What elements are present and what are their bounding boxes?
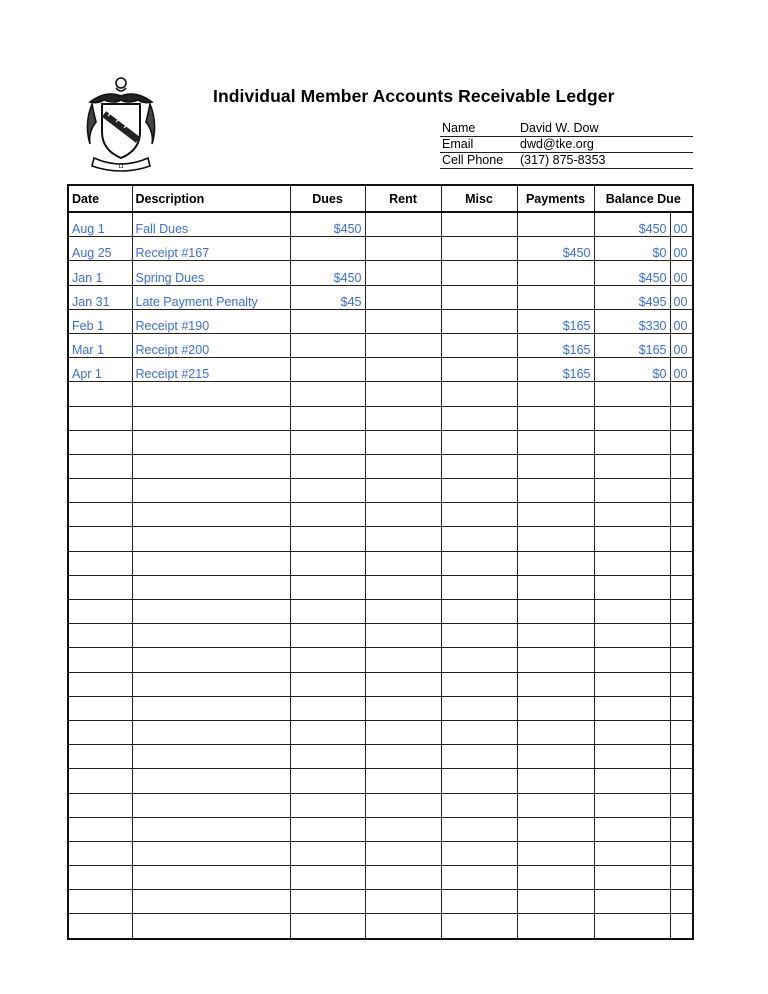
entry-payments-empty[interactable]	[517, 793, 594, 817]
entry-date[interactable]: Aug 1	[68, 212, 132, 237]
entry-misc[interactable]	[441, 237, 517, 261]
entry-balance-empty[interactable]	[594, 406, 670, 430]
member-email-row	[440, 137, 693, 153]
entry-description-empty[interactable]	[132, 648, 290, 672]
entry-balance[interactable]: $165	[594, 333, 670, 357]
ledger-empty-row	[68, 527, 693, 551]
entry-dues-empty[interactable]	[290, 600, 365, 624]
entry-rent-empty[interactable]	[365, 551, 441, 575]
entry-payments-empty[interactable]	[517, 575, 594, 599]
entry-balance-empty[interactable]	[594, 454, 670, 478]
entry-rent[interactable]	[365, 212, 441, 237]
entry-description[interactable]: Receipt #167	[132, 237, 290, 261]
entry-dues-empty[interactable]	[290, 793, 365, 817]
col-header-description: Description	[132, 185, 290, 212]
entry-balance-cents-empty[interactable]	[670, 817, 693, 841]
entry-balance-empty[interactable]	[594, 817, 670, 841]
entry-description[interactable]: Spring Dues	[132, 261, 290, 285]
entry-rent-empty[interactable]	[365, 624, 441, 648]
entry-description-empty[interactable]	[132, 479, 290, 503]
entry-payments-empty[interactable]	[517, 503, 594, 527]
entry-date-empty[interactable]	[68, 866, 132, 890]
entry-dues-empty[interactable]	[290, 817, 365, 841]
entry-misc[interactable]	[441, 358, 517, 382]
entry-balance-empty[interactable]	[594, 914, 670, 939]
entry-misc[interactable]	[441, 285, 517, 309]
entry-dues-empty[interactable]	[290, 430, 365, 454]
entry-date-empty[interactable]	[68, 454, 132, 478]
ledger-empty-row	[68, 720, 693, 744]
entry-rent[interactable]	[365, 261, 441, 285]
entry-misc-empty[interactable]	[441, 914, 517, 939]
entry-date-empty[interactable]	[68, 527, 132, 551]
page-title: Individual Member Accounts Receivable Ledger	[213, 86, 615, 106]
entry-description-empty[interactable]	[132, 866, 290, 890]
ledger-empty-row	[68, 430, 693, 454]
ledger-empty-row	[68, 696, 693, 720]
entry-balance-cents-empty[interactable]	[670, 575, 693, 599]
entry-date-empty[interactable]	[68, 745, 132, 769]
entry-date-empty[interactable]	[68, 382, 132, 406]
entry-balance-cents-empty[interactable]	[670, 672, 693, 696]
entry-payments-empty[interactable]	[517, 479, 594, 503]
entry-balance-cents-empty[interactable]	[670, 551, 693, 575]
entry-rent-empty[interactable]	[365, 575, 441, 599]
entry-rent[interactable]	[365, 358, 441, 382]
entry-rent-empty[interactable]	[365, 793, 441, 817]
entry-rent-empty[interactable]	[365, 890, 441, 914]
entry-description-empty[interactable]	[132, 406, 290, 430]
entry-rent-empty[interactable]	[365, 406, 441, 430]
entry-date-empty[interactable]	[68, 406, 132, 430]
entry-dues[interactable]	[290, 309, 365, 333]
member-info	[440, 121, 693, 169]
entry-description-empty[interactable]	[132, 696, 290, 720]
entry-description-empty[interactable]	[132, 551, 290, 575]
entry-misc-empty[interactable]	[441, 672, 517, 696]
entry-description-empty[interactable]	[132, 793, 290, 817]
entry-misc-empty[interactable]	[441, 479, 517, 503]
entry-balance[interactable]: $0	[594, 358, 670, 382]
entry-payments-empty[interactable]	[517, 382, 594, 406]
entry-dues-empty[interactable]	[290, 527, 365, 551]
entry-balance-cents-empty[interactable]	[670, 624, 693, 648]
ledger-empty-row	[68, 575, 693, 599]
entry-date-empty[interactable]	[68, 914, 132, 939]
ledger-empty-row	[68, 866, 693, 890]
entry-date[interactable]: Jan 31	[68, 285, 132, 309]
entry-misc-empty[interactable]	[441, 503, 517, 527]
entry-misc[interactable]	[441, 261, 517, 285]
entry-dues-empty[interactable]	[290, 382, 365, 406]
svg-text:Ω: Ω	[118, 163, 124, 170]
entry-dues-empty[interactable]	[290, 769, 365, 793]
ledger-empty-row	[68, 551, 693, 575]
entry-dues-empty[interactable]	[290, 720, 365, 744]
ledger-empty-row	[68, 672, 693, 696]
ledger-empty-row	[68, 914, 693, 939]
entry-rent[interactable]	[365, 285, 441, 309]
ledger-empty-row	[68, 648, 693, 672]
entry-date-empty[interactable]	[68, 551, 132, 575]
entry-balance-cents[interactable]: 00	[670, 237, 693, 261]
entry-description[interactable]: Fall Dues	[132, 212, 290, 237]
ledger-empty-row	[68, 769, 693, 793]
entry-description-empty[interactable]	[132, 890, 290, 914]
entry-description[interactable]: Receipt #190	[132, 309, 290, 333]
ledger-row	[68, 285, 693, 309]
entry-payments-empty[interactable]	[517, 841, 594, 865]
entry-description-empty[interactable]	[132, 503, 290, 527]
ledger-row	[68, 237, 693, 261]
entry-balance-cents-empty[interactable]	[670, 696, 693, 720]
ledger-empty-row	[68, 890, 693, 914]
entry-payments-empty[interactable]	[517, 454, 594, 478]
entry-rent[interactable]	[365, 309, 441, 333]
ledger-row	[68, 309, 693, 333]
entry-payments-empty[interactable]	[517, 624, 594, 648]
entry-date[interactable]: Mar 1	[68, 333, 132, 357]
entry-description-empty[interactable]	[132, 624, 290, 648]
entry-balance-cents[interactable]: 00	[670, 358, 693, 382]
entry-balance-cents-empty[interactable]	[670, 914, 693, 939]
entry-balance-cents-empty[interactable]	[670, 793, 693, 817]
col-header-rent: Rent	[365, 185, 441, 212]
entry-misc[interactable]	[441, 212, 517, 237]
entry-description-empty[interactable]	[132, 817, 290, 841]
ledger-empty-row	[68, 745, 693, 769]
entry-balance-cents[interactable]: 00	[670, 212, 693, 237]
entry-dues-empty[interactable]	[290, 890, 365, 914]
entry-description-empty[interactable]	[132, 527, 290, 551]
entry-rent-empty[interactable]	[365, 503, 441, 527]
entry-dues-empty[interactable]	[290, 866, 365, 890]
entry-misc-empty[interactable]	[441, 841, 517, 865]
entry-balance-cents-empty[interactable]	[670, 866, 693, 890]
ledger-empty-row	[68, 624, 693, 648]
entry-payments-empty[interactable]	[517, 769, 594, 793]
phone-value: (317) 875-8353	[520, 153, 606, 167]
entry-description-empty[interactable]	[132, 841, 290, 865]
entry-description-empty[interactable]	[132, 745, 290, 769]
entry-misc-empty[interactable]	[441, 866, 517, 890]
entry-date-empty[interactable]	[68, 696, 132, 720]
entry-payments-empty[interactable]	[517, 600, 594, 624]
entry-rent-empty[interactable]	[365, 769, 441, 793]
entry-balance-cents-empty[interactable]	[670, 382, 693, 406]
entry-balance[interactable]: $495	[594, 285, 670, 309]
ledger-empty-row	[68, 406, 693, 430]
entry-payments-empty[interactable]	[517, 551, 594, 575]
entry-misc-empty[interactable]	[441, 624, 517, 648]
entry-payments[interactable]: $165	[517, 358, 594, 382]
entry-description-empty[interactable]	[132, 600, 290, 624]
entry-date-empty[interactable]	[68, 479, 132, 503]
entry-rent-empty[interactable]	[365, 600, 441, 624]
entry-payments[interactable]: $165	[517, 309, 594, 333]
entry-balance-empty[interactable]	[594, 696, 670, 720]
entry-dues-empty[interactable]	[290, 479, 365, 503]
name-value: David W. Dow	[520, 121, 599, 135]
entry-date-empty[interactable]	[68, 624, 132, 648]
ledger-empty-row	[68, 600, 693, 624]
entry-dues-empty[interactable]	[290, 745, 365, 769]
entry-dues-empty[interactable]	[290, 503, 365, 527]
entry-dues[interactable]: $450	[290, 212, 365, 237]
entry-rent-empty[interactable]	[365, 817, 441, 841]
entry-rent-empty[interactable]	[365, 479, 441, 503]
entry-misc-empty[interactable]	[441, 406, 517, 430]
entry-description[interactable]: Receipt #200	[132, 333, 290, 357]
ledger-empty-row	[68, 817, 693, 841]
entry-date-empty[interactable]	[68, 720, 132, 744]
entry-date[interactable]: Feb 1	[68, 309, 132, 333]
entry-balance-empty[interactable]	[594, 672, 670, 696]
ledger-header-row	[68, 185, 693, 212]
entry-dues-empty[interactable]	[290, 551, 365, 575]
entry-balance-cents[interactable]: 00	[670, 333, 693, 357]
email-value: dwd@tke.org	[520, 137, 594, 151]
entry-description-empty[interactable]	[132, 382, 290, 406]
entry-balance-cents-empty[interactable]	[670, 479, 693, 503]
entry-misc-empty[interactable]	[441, 890, 517, 914]
entry-misc-empty[interactable]	[441, 600, 517, 624]
member-phone-row	[440, 153, 693, 169]
phone-label: Cell Phone	[442, 153, 504, 167]
entry-misc-empty[interactable]	[441, 720, 517, 744]
entry-balance-empty[interactable]	[594, 430, 670, 454]
entry-balance-cents-empty[interactable]	[670, 406, 693, 430]
entry-payments-empty[interactable]	[517, 672, 594, 696]
entry-dues-empty[interactable]	[290, 575, 365, 599]
entry-balance-empty[interactable]	[594, 866, 670, 890]
col-header-misc: Misc	[441, 185, 517, 212]
entry-balance-empty[interactable]	[594, 745, 670, 769]
entry-balance-cents[interactable]: 00	[670, 285, 693, 309]
entry-balance-empty[interactable]	[594, 841, 670, 865]
ledger-empty-row	[68, 793, 693, 817]
member-name-row	[440, 121, 693, 137]
col-header-balance-due: Balance Due	[594, 185, 693, 212]
entry-balance-cents-empty[interactable]	[670, 745, 693, 769]
entry-dues[interactable]: $450	[290, 261, 365, 285]
entry-rent-empty[interactable]	[365, 745, 441, 769]
entry-balance-empty[interactable]	[594, 503, 670, 527]
entry-date[interactable]: Aug 25	[68, 237, 132, 261]
entry-rent[interactable]	[365, 237, 441, 261]
ledger-row	[68, 212, 693, 237]
entry-payments-empty[interactable]	[517, 817, 594, 841]
entry-description-empty[interactable]	[132, 914, 290, 939]
entry-payments-empty[interactable]	[517, 890, 594, 914]
entry-balance-empty[interactable]	[594, 624, 670, 648]
entry-balance-empty[interactable]	[594, 479, 670, 503]
entry-balance-empty[interactable]	[594, 382, 670, 406]
entry-dues[interactable]: $45	[290, 285, 365, 309]
entry-rent-empty[interactable]	[365, 914, 441, 939]
entry-misc-empty[interactable]	[441, 696, 517, 720]
entry-balance-empty[interactable]	[594, 720, 670, 744]
entry-payments-empty[interactable]	[517, 696, 594, 720]
entry-balance-cents-empty[interactable]	[670, 503, 693, 527]
entry-description[interactable]: Late Payment Penalty	[132, 285, 290, 309]
entry-misc-empty[interactable]	[441, 551, 517, 575]
entry-date-empty[interactable]	[68, 648, 132, 672]
entry-balance-cents-empty[interactable]	[670, 720, 693, 744]
col-header-date: Date	[68, 185, 132, 212]
entry-date-empty[interactable]	[68, 769, 132, 793]
entry-description-empty[interactable]	[132, 720, 290, 744]
entry-dues-empty[interactable]	[290, 841, 365, 865]
entry-payments-empty[interactable]	[517, 648, 594, 672]
entry-rent-empty[interactable]	[365, 430, 441, 454]
entry-balance-cents-empty[interactable]	[670, 769, 693, 793]
entry-date-empty[interactable]	[68, 841, 132, 865]
entry-misc-empty[interactable]	[441, 745, 517, 769]
entry-balance-cents-empty[interactable]	[670, 648, 693, 672]
entry-dues-empty[interactable]	[290, 624, 365, 648]
entry-payments-empty[interactable]	[517, 745, 594, 769]
entry-date-empty[interactable]	[68, 575, 132, 599]
ledger-row	[68, 358, 693, 382]
entry-balance[interactable]: $330	[594, 309, 670, 333]
entry-payments-empty[interactable]	[517, 527, 594, 551]
entry-misc[interactable]	[441, 333, 517, 357]
entry-balance[interactable]: $450	[594, 212, 670, 237]
entry-balance-empty[interactable]	[594, 793, 670, 817]
entry-date-empty[interactable]	[68, 890, 132, 914]
entry-description-empty[interactable]	[132, 672, 290, 696]
entry-description-empty[interactable]	[132, 430, 290, 454]
entry-balance-cents-empty[interactable]	[670, 600, 693, 624]
entry-balance-empty[interactable]	[594, 600, 670, 624]
entry-dues[interactable]	[290, 333, 365, 357]
entry-balance-empty[interactable]	[594, 890, 670, 914]
entry-balance-cents-empty[interactable]	[670, 527, 693, 551]
entry-date-empty[interactable]	[68, 600, 132, 624]
entry-date[interactable]: Jan 1	[68, 261, 132, 285]
entry-dues-empty[interactable]	[290, 454, 365, 478]
entry-dues[interactable]	[290, 358, 365, 382]
entry-rent-empty[interactable]	[365, 841, 441, 865]
entry-balance-cents-empty[interactable]	[670, 890, 693, 914]
email-label: Email	[442, 137, 474, 151]
entry-rent-empty[interactable]	[365, 527, 441, 551]
entry-misc-empty[interactable]	[441, 430, 517, 454]
entry-description-empty[interactable]	[132, 575, 290, 599]
entry-balance[interactable]: $450	[594, 261, 670, 285]
entry-payments[interactable]	[517, 212, 594, 237]
entry-payments[interactable]	[517, 285, 594, 309]
entry-payments-empty[interactable]	[517, 406, 594, 430]
entry-misc-empty[interactable]	[441, 769, 517, 793]
entry-rent-empty[interactable]	[365, 866, 441, 890]
ledger-row	[68, 261, 693, 285]
entry-payments-empty[interactable]	[517, 720, 594, 744]
entry-balance-cents-empty[interactable]	[670, 841, 693, 865]
entry-balance-empty[interactable]	[594, 648, 670, 672]
entry-balance-cents-empty[interactable]	[670, 454, 693, 478]
ledger-body	[68, 212, 693, 939]
entry-balance[interactable]: $0	[594, 237, 670, 261]
col-header-payments: Payments	[517, 185, 594, 212]
ledger-empty-row	[68, 382, 693, 406]
entry-payments[interactable]: $165	[517, 333, 594, 357]
name-label: Name	[442, 121, 476, 135]
entry-rent-empty[interactable]	[365, 454, 441, 478]
entry-dues-empty[interactable]	[290, 696, 365, 720]
entry-misc-empty[interactable]	[441, 817, 517, 841]
entry-dues[interactable]	[290, 237, 365, 261]
ledger-empty-row	[68, 479, 693, 503]
entry-payments-empty[interactable]	[517, 914, 594, 939]
entry-misc-empty[interactable]	[441, 575, 517, 599]
entry-rent-empty[interactable]	[365, 696, 441, 720]
entry-date-empty[interactable]	[68, 430, 132, 454]
entry-balance-cents-empty[interactable]	[670, 430, 693, 454]
entry-misc-empty[interactable]	[441, 793, 517, 817]
entry-date-empty[interactable]	[68, 503, 132, 527]
ledger-empty-row	[68, 841, 693, 865]
entry-dues-empty[interactable]	[290, 648, 365, 672]
entry-description[interactable]: Receipt #215	[132, 358, 290, 382]
entry-misc-empty[interactable]	[441, 454, 517, 478]
entry-misc-empty[interactable]	[441, 648, 517, 672]
entry-balance-empty[interactable]	[594, 551, 670, 575]
entry-misc-empty[interactable]	[441, 527, 517, 551]
entry-date-empty[interactable]	[68, 817, 132, 841]
entry-rent[interactable]	[365, 333, 441, 357]
col-header-dues: Dues	[290, 185, 365, 212]
entry-misc[interactable]	[441, 309, 517, 333]
entry-date[interactable]: Apr 1	[68, 358, 132, 382]
entry-misc-empty[interactable]	[441, 382, 517, 406]
entry-dues-empty[interactable]	[290, 914, 365, 939]
entry-balance-empty[interactable]	[594, 769, 670, 793]
ledger-empty-row	[68, 454, 693, 478]
entry-payments-empty[interactable]	[517, 866, 594, 890]
entry-dues-empty[interactable]	[290, 406, 365, 430]
entry-payments[interactable]	[517, 261, 594, 285]
entry-payments[interactable]: $450	[517, 237, 594, 261]
entry-rent-empty[interactable]	[365, 648, 441, 672]
entry-balance-cents[interactable]: 00	[670, 309, 693, 333]
entry-date-empty[interactable]	[68, 793, 132, 817]
entry-balance-cents[interactable]: 00	[670, 261, 693, 285]
entry-balance-empty[interactable]	[594, 527, 670, 551]
ledger-empty-row	[68, 503, 693, 527]
entry-rent-empty[interactable]	[365, 720, 441, 744]
entry-payments-empty[interactable]	[517, 430, 594, 454]
entry-date-empty[interactable]	[68, 672, 132, 696]
entry-balance-empty[interactable]	[594, 575, 670, 599]
entry-rent-empty[interactable]	[365, 672, 441, 696]
ledger-table	[67, 184, 694, 940]
entry-rent-empty[interactable]	[365, 382, 441, 406]
entry-description-empty[interactable]	[132, 769, 290, 793]
entry-description-empty[interactable]	[132, 454, 290, 478]
fraternity-crest-icon	[78, 74, 164, 174]
ledger-row	[68, 333, 693, 357]
entry-dues-empty[interactable]	[290, 672, 365, 696]
